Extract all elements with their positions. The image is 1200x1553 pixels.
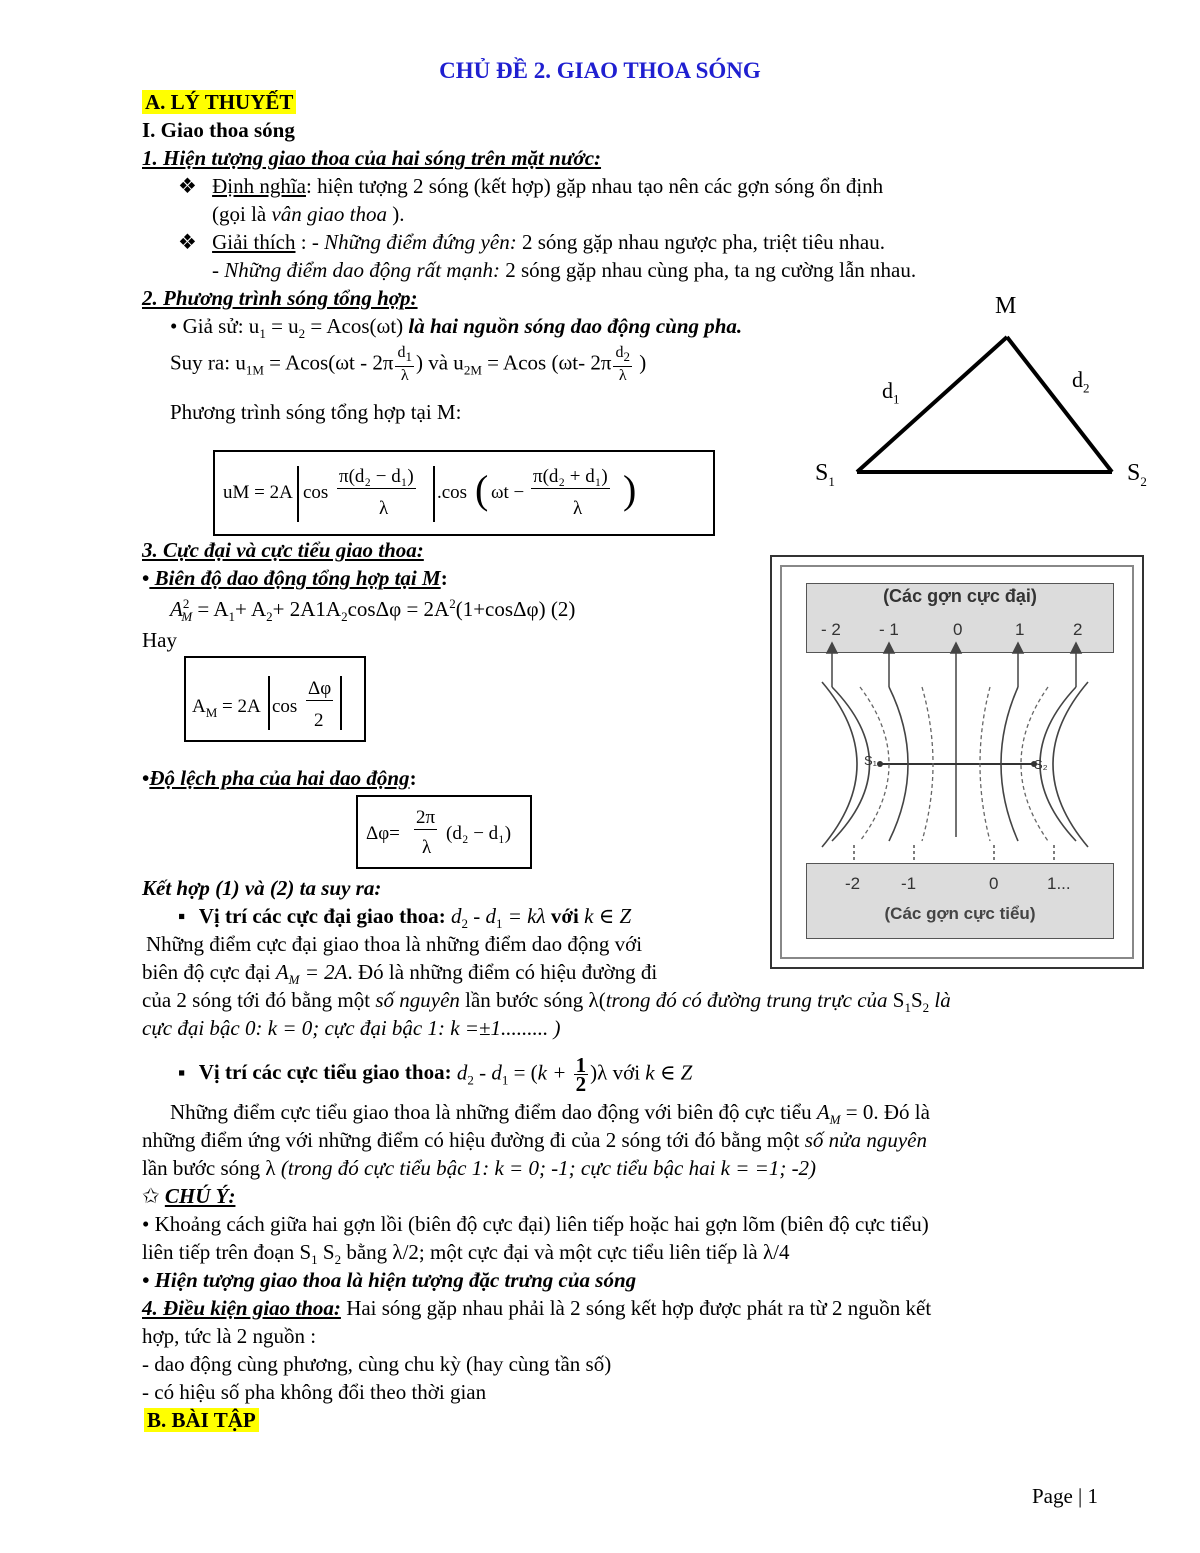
mindesc-subM: M xyxy=(829,1112,841,1128)
d2-sub: 2 xyxy=(1083,380,1090,396)
s2-sub: 2 xyxy=(1140,473,1147,489)
abs-bar-right xyxy=(433,466,435,522)
condition-item-2: - có hiệu số pha không đổi theo thời gian xyxy=(142,1380,487,1404)
paren-left: ( xyxy=(475,467,489,512)
maxdesc-3d: trong đó có đường trung trực của xyxy=(605,988,893,1012)
amp-eq-4: cosΔφ = 2A xyxy=(347,597,450,621)
minima-desc-2 xyxy=(142,1128,927,1153)
note-s1: 1 xyxy=(311,1252,318,1268)
assume-sub1: 1 xyxy=(259,326,266,342)
d2-d: d xyxy=(1072,367,1083,392)
section-a-label: A. LÝ THUYẾT xyxy=(142,90,296,114)
minima-label-1: -1 xyxy=(901,874,917,893)
section-b-label: B. BÀI TẬP xyxy=(144,1408,259,1432)
minima-label-3: 1... xyxy=(1047,874,1071,893)
frac-d1-sub: 1 xyxy=(405,349,412,365)
maxima-title: (Các gợn cực đại) xyxy=(883,586,1037,606)
note-2b: S xyxy=(317,1240,335,1264)
maxdesc-2b: A xyxy=(275,960,289,984)
equation-uM-num1: π(d₂ − d₁) xyxy=(339,466,414,487)
equation-uM-wt: ωt − xyxy=(491,482,525,503)
maxpos-e: với xyxy=(550,904,585,928)
maxpos-s2: 2 xyxy=(461,916,469,932)
arrow-max-m2-head xyxy=(827,643,837,653)
amp-eq-A: A xyxy=(170,597,183,621)
condition-item-1: - dao động cùng phương, cùng chu kỳ (hay cùng tần số) xyxy=(142,1352,612,1376)
equation-uM-cos: cos xyxy=(303,482,329,503)
maxpos-c: - d xyxy=(468,904,497,928)
deduce-b: = Acos(ωt - 2π xyxy=(263,350,394,375)
s1-s: S xyxy=(815,460,829,486)
mindesc-1c: = 0. Đó là xyxy=(840,1100,930,1124)
explanation-strong-points: - Những điểm dao động rất mạnh: xyxy=(212,258,500,282)
section-b-heading xyxy=(144,1408,259,1433)
assume-d: là hai nguồn sóng dao động cùng pha. xyxy=(408,314,743,338)
equation-uM-den2: λ xyxy=(573,498,583,519)
arrow-max-m1-head xyxy=(884,643,894,653)
amp-eq-3: + 2A1A xyxy=(272,597,342,621)
cond-a: Hai sóng gặp nhau phải là 2 sóng kết hợp được phát ra từ 2 nguồn kết xyxy=(340,1296,932,1320)
d1-d: d xyxy=(882,378,893,403)
maxdesc-3b: số nguyên xyxy=(375,988,460,1012)
maxdesc-2c: = 2A xyxy=(299,960,348,984)
minpos-b: d xyxy=(456,1060,468,1085)
equation-uM-box xyxy=(213,450,715,536)
amp-eq-s2: 2 xyxy=(266,609,273,625)
equation-dphi-box xyxy=(356,795,532,869)
maxpos-b: d xyxy=(451,904,462,928)
maxpos-a: Vị trí các cực đại giao thoa: xyxy=(198,904,452,928)
definition-text-2c: ). xyxy=(386,202,405,226)
deduce-sub1m: 1M xyxy=(245,362,264,378)
minima-desc-3 xyxy=(142,1156,816,1181)
source-s2-label: S₂ xyxy=(1034,757,1048,772)
heading-2: 2. Phương trình sóng tổng hợp: xyxy=(142,286,418,310)
triangle-label-s1 xyxy=(815,460,835,490)
amp-eq-s1: 1 xyxy=(228,609,236,625)
eq-am-A: A xyxy=(192,696,206,717)
heading-3: 3. Cực đại và cực tiểu giao thoa: xyxy=(142,538,424,562)
equation-AM-box xyxy=(184,656,366,742)
d1-sub: 1 xyxy=(893,391,900,407)
amp-eq-s3: 2 xyxy=(341,609,348,625)
diamond-bullet-icon: ❖ xyxy=(178,174,197,198)
square-bullet-icon: ▪ xyxy=(178,1060,186,1085)
deduce-a: Suy ra: u xyxy=(170,350,246,375)
explanation-line-2 xyxy=(212,258,916,283)
amp-eq-sup: 2 xyxy=(182,596,190,611)
equation-uM-num2: π(d₂ + d₁) xyxy=(533,466,608,487)
deduce-d: = Acos (ωt- 2π xyxy=(481,350,612,375)
heading-1: 1. Hiện tượng giao thoa của hai sóng trên mặt nước: xyxy=(142,146,602,170)
heading-4: 4. Điều kiện giao thoa: xyxy=(142,1296,341,1320)
minpos-a: Vị trí các cực tiểu giao thoa: xyxy=(198,1060,457,1085)
maxima-desc-1: Những điểm cực đại giao thoa là những điểm dao động với xyxy=(146,932,643,956)
definition-label: Định nghĩa xyxy=(212,174,306,198)
note-s2: 2 xyxy=(334,1252,342,1268)
maxima-label-0: - 2 xyxy=(821,620,841,639)
maxdesc-3c: lần bước sóng λ( xyxy=(459,988,606,1012)
page-number: Page | 1 xyxy=(1031,1484,1098,1508)
eq-am-sub: M xyxy=(205,704,218,720)
maxdesc-s1: 1 xyxy=(904,1000,911,1016)
equation-dphi-num: 2π xyxy=(416,807,436,828)
equation-AM-den: 2 xyxy=(314,710,324,731)
maxima-label-4: 2 xyxy=(1073,620,1083,639)
frac-lambda-1: λ xyxy=(400,367,409,385)
square-bullet-icon: ▪ xyxy=(178,904,186,928)
mindesc-2b: số nửa nguyên xyxy=(804,1128,927,1152)
assume-c: = Acos(ωt) xyxy=(305,314,409,338)
amp-eq-subM: M xyxy=(181,609,193,625)
equation-uM-dot: .cos xyxy=(437,482,468,503)
mindesc-1a: Những điểm cực tiểu giao thoa là những điểm dao động với biên độ cực tiểu xyxy=(170,1100,817,1124)
triangle-label-d2 xyxy=(1072,367,1090,396)
maxima-label-3: 1 xyxy=(1015,620,1025,639)
minima-position xyxy=(178,1053,693,1096)
explanation-label: Giải thích xyxy=(212,230,296,254)
star-icon: ✩ xyxy=(142,1184,165,1208)
explanation-still-text: 2 sóng gặp nhau ngược pha, triệt tiêu nhau. xyxy=(516,230,886,254)
equation-dphi-den: λ xyxy=(422,837,432,858)
minpos-s2: 2 xyxy=(467,1072,474,1088)
section-a-heading xyxy=(142,90,296,115)
source-s1-label: S₁ xyxy=(864,753,878,768)
mindesc-3b: (trong đó cực tiểu bậc 1: k = 0; -1; cực tiểu bậc hai k = =1; -2) xyxy=(280,1156,817,1180)
maxpos-d: = kλ xyxy=(502,904,551,928)
condition-line-2: hợp, tức là 2 nguồn : xyxy=(142,1324,317,1348)
maxdesc-3g: là xyxy=(929,988,951,1012)
explanation-line xyxy=(178,230,885,255)
minima-footer xyxy=(806,863,1114,939)
minima-label-0: -2 xyxy=(845,874,861,893)
frac-lambda-2: λ xyxy=(618,367,627,385)
equation-uM-a: uM = 2A xyxy=(223,482,293,503)
page-title: CHỦ ĐỀ 2. GIAO THOA SÓNG xyxy=(439,58,761,83)
arrow-max-0-head xyxy=(951,643,961,653)
deduce-c: ) và u xyxy=(415,350,464,375)
combine-line: Kết hợp (1) và (2) ta suy ra: xyxy=(142,876,382,900)
maxdesc-3e: S xyxy=(892,988,905,1012)
assumption-line xyxy=(170,314,742,342)
maxpos-s1: 1 xyxy=(496,916,503,932)
deduce-line xyxy=(170,344,646,385)
abs-bar-left xyxy=(297,466,299,522)
mindesc-2a: những điểm ứng với những điểm có hiệu đường đi của 2 sóng tới đó bằng một xyxy=(142,1128,805,1152)
definition-term: vân giao thoa xyxy=(271,202,387,226)
triangle-label-m: M xyxy=(995,293,1017,319)
phase-colon: : xyxy=(409,766,417,790)
amp-colon: : xyxy=(440,566,448,590)
half-den: 2 xyxy=(575,1072,587,1096)
arrow-max-p1-head xyxy=(1013,643,1023,653)
maxima-desc-3 xyxy=(142,988,951,1016)
maxdesc-3f: S xyxy=(910,988,923,1012)
am-abs-right xyxy=(340,676,342,730)
half-num: 1 xyxy=(575,1053,587,1077)
side-m-s2 xyxy=(1007,337,1112,472)
frac-d1-d: d xyxy=(397,344,406,361)
amplitude-equation xyxy=(170,596,575,625)
eq-am-b: = 2A xyxy=(217,696,261,717)
side-s1-m xyxy=(857,337,1007,472)
amp-eq-sup2: 2 xyxy=(449,596,456,611)
amp-eq-2: + A xyxy=(235,597,267,621)
paren-right: ) xyxy=(623,467,637,512)
amp-eq-1: = A xyxy=(197,597,229,621)
frac-d2-d: d xyxy=(615,344,624,361)
max-curve-right-outer xyxy=(1053,682,1088,847)
maxima-desc-2 xyxy=(142,960,657,988)
maxdesc-2a: biên độ cực đại xyxy=(142,960,276,984)
s2-s: S xyxy=(1127,460,1141,486)
note-2a: liên tiếp trên đoạn S xyxy=(142,1240,312,1264)
resultant-line: Phương trình sóng tổng hợp tại M: xyxy=(170,400,462,424)
explanation-dash: : - xyxy=(295,230,325,254)
equation-dphi-b: (d₂ − d₁) xyxy=(446,823,512,844)
triangle-diagram xyxy=(800,290,1170,500)
note-2c: bằng λ/2; một cực đại và một cực tiểu liên tiếp là λ/4 xyxy=(341,1240,790,1264)
maxima-label-1: - 1 xyxy=(879,620,899,639)
maxima-desc-4: cực đại bậc 0: k = 0; cực đại bậc 1: k =±1......... ) xyxy=(142,1016,561,1040)
section-i-heading: I. Giao thoa sóng xyxy=(142,118,295,142)
fraction-d2-lambda xyxy=(613,344,632,385)
definition-line-2 xyxy=(212,202,404,227)
fraction-one-half xyxy=(574,1053,589,1096)
triangle-label-d1 xyxy=(882,378,900,407)
source-s1-dot xyxy=(877,761,883,767)
arrow-max-p2-head xyxy=(1071,643,1081,653)
equation-AM-num: Δφ xyxy=(308,678,332,699)
maxdesc-s2: 2 xyxy=(922,1000,930,1016)
minpos-s1: 1 xyxy=(501,1072,509,1088)
minima-title: (Các gợn cực tiểu) xyxy=(884,904,1036,923)
note-line-2 xyxy=(142,1240,790,1268)
maxdesc-3a: của 2 sóng tới đó bằng một xyxy=(142,988,376,1012)
note-line-3: • Hiện tượng giao thoa là hiện tượng đặc trưng của sóng xyxy=(142,1268,637,1292)
diamond-bullet-icon: ❖ xyxy=(178,230,197,254)
maxima-label-2: 0 xyxy=(953,620,963,639)
maxpos-f: k ∈ Z xyxy=(584,904,632,928)
max-curve-left-outer xyxy=(822,682,857,847)
frac-d2-sub: 2 xyxy=(623,349,630,365)
deduce-e: ) xyxy=(633,350,647,375)
interference-diagram xyxy=(770,555,1144,969)
mindesc-1b: A xyxy=(816,1100,830,1124)
equation-AM-cos: cos xyxy=(272,696,298,717)
explanation-still-points: Những điểm đứng yên: xyxy=(324,230,517,254)
maxdesc-2d: . Đó là những điểm có hiệu đường đi xyxy=(347,960,658,984)
fraction-d1-lambda xyxy=(395,344,414,385)
amp-bullet: • xyxy=(142,566,150,590)
minpos-c: - d xyxy=(473,1060,502,1085)
triangle-label-s2 xyxy=(1127,460,1147,490)
phase-bullet: • xyxy=(142,766,150,790)
definition-text-2a: (gọi là xyxy=(212,202,272,226)
mindesc-3a: lần bước sóng λ xyxy=(142,1156,281,1180)
minima-label-2: 0 xyxy=(989,874,999,893)
equation-dphi-a: Δφ= xyxy=(366,823,400,844)
note-label: CHÚ Ý: xyxy=(164,1184,236,1208)
maxima-position xyxy=(178,904,631,932)
assume-sub2: 2 xyxy=(298,326,306,342)
amplitude-heading xyxy=(142,566,448,591)
note-line-1: • Khoảng cách giữa hai gợn lồi (biên độ cực đại) liên tiếp hoặc hai gợn lõm (biên độ cực tiểu) xyxy=(142,1212,929,1236)
assume-a: • Giả sử: u xyxy=(170,314,260,338)
maxdesc-subM: M xyxy=(288,972,300,988)
equation-uM-den1: λ xyxy=(379,498,389,519)
minpos-f: )λ với xyxy=(590,1060,646,1085)
condition-line xyxy=(142,1296,931,1321)
am-abs-left xyxy=(268,676,270,730)
minima-desc-1 xyxy=(170,1100,930,1128)
assume-b: = u xyxy=(265,314,299,338)
minpos-d: = ( xyxy=(508,1060,538,1085)
amp-label: Biên độ dao động tổng hợp tại M xyxy=(149,566,441,590)
deduce-sub2m: 2M xyxy=(463,362,482,378)
explanation-strong-text: 2 sóng gặp nhau cùng pha, ta ng cường lẫn nhau. xyxy=(499,258,917,282)
definition-line xyxy=(178,174,883,199)
s1-sub: 1 xyxy=(828,473,835,489)
minpos-g: k ∈ Z xyxy=(645,1060,693,1085)
phase-label: Độ lệch pha của hai dao động xyxy=(149,766,410,790)
minpos-e: k + xyxy=(537,1060,572,1085)
definition-text: : hiện tượng 2 sóng (kết hợp) gặp nhau tạo nên các gợn sóng ổn định xyxy=(305,174,884,198)
phase-heading xyxy=(142,766,417,791)
amp-eq-5: (1+cosΔφ) (2) xyxy=(455,597,576,621)
note-heading xyxy=(142,1184,235,1209)
equation-AM-a xyxy=(192,696,261,721)
hay-text: Hay xyxy=(142,628,177,652)
